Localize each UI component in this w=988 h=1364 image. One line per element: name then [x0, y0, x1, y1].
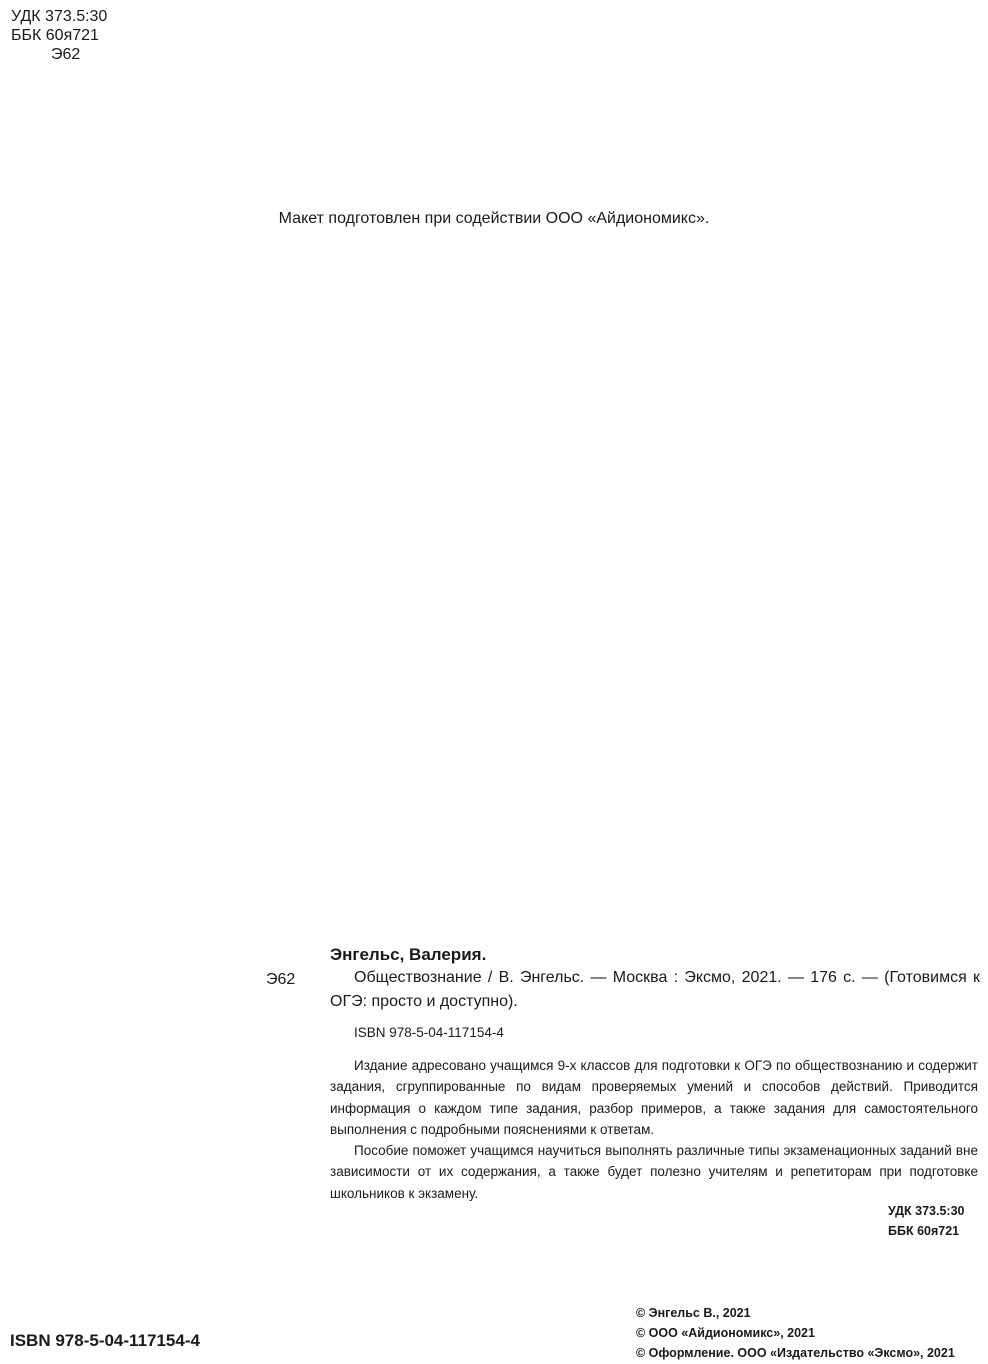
bibliographic-record: [330, 944, 980, 1014]
bbk-code: ББК 60я721: [11, 27, 99, 44]
copyright-line: © Энгельс В., 2021: [636, 1306, 751, 1320]
bbk-code-bold: ББК 60я721: [888, 1224, 960, 1238]
udc-code-bold: УДК 373.5:30: [888, 1204, 965, 1218]
author-name: Энгельс, Валерия.: [330, 945, 487, 964]
bibliographic-description: Обществознание / В. Энгельс. — Москва : Эксмо, 2021. — 176 с. — (Готовимся к ОГЭ: просто и доступно).: [330, 969, 980, 1010]
layout-note: Макет подготовлен при содействии ООО «Айдиономикс».: [278, 210, 710, 227]
classification-codes: [888, 1201, 965, 1241]
udc-code: УДК 373.5:30: [11, 8, 108, 25]
top-classification-block: [11, 7, 107, 64]
annotation-paragraph: Пособие поможет учащимся научиться выполнять различные типы экзаменационных заданий вне зависимости от их содержания, а также будет полезно учителям и репетиторам при подготовке школьников к экзамену.: [330, 1143, 978, 1201]
biblio-author-sign: Э62: [266, 971, 296, 988]
annotation-paragraph: Издание адресовано учащимся 9-х классов для подготовки к ОГЭ по обществознанию и содержит задания, сгруппированные по видам проверяемых умений и способов действий. Приводится информация о каждом типе задания, разбор примеров, а также задания для самостоятельного выполнения с подробными пояснениями к ответам.: [330, 1058, 978, 1137]
annotation: [330, 1055, 978, 1204]
record-isbn: ISBN 978-5-04-117154-4: [354, 1025, 504, 1040]
copyright-line: © ООО «Айдиономикс», 2021: [636, 1326, 815, 1340]
isbn-bottom: ISBN 978-5-04-117154-4: [10, 1331, 200, 1350]
copyright-block: [636, 1303, 955, 1363]
author-sign: Э62: [51, 46, 81, 63]
copyright-line: © Оформление. ООО «Издательство «Эксмо», 2021: [636, 1346, 955, 1360]
